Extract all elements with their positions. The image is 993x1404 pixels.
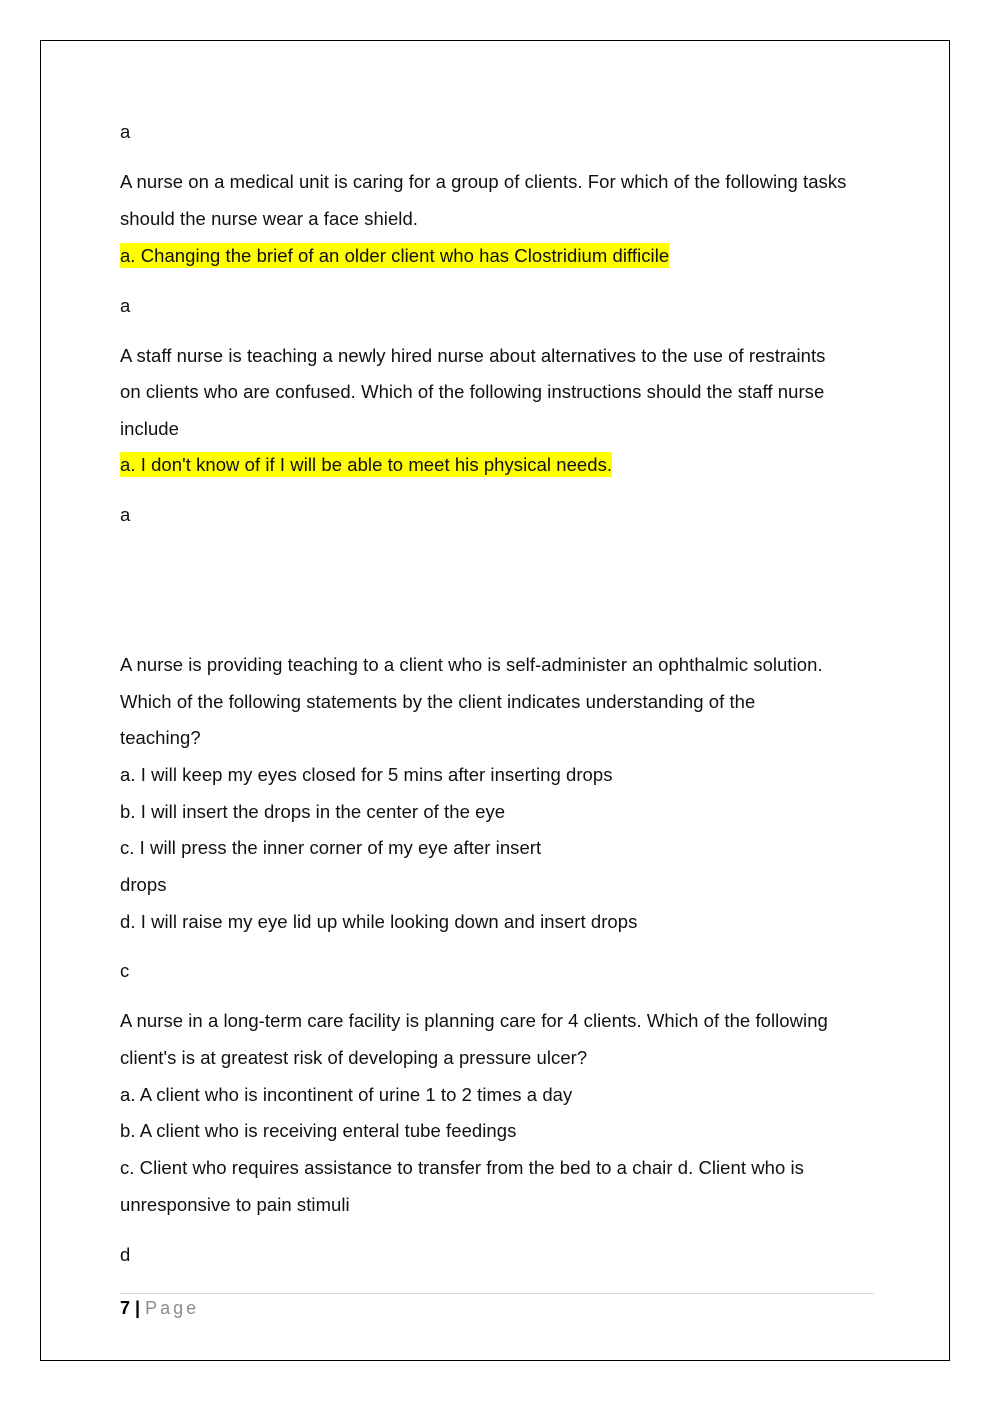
question-4-choice-b: b. A client who is receiving enteral tube feedings [120, 1120, 517, 1141]
question-2-answer: a [120, 504, 131, 525]
question-2-line-1: A staff nurse is teaching a newly hired nurse about alternatives to the use of restraints [120, 345, 826, 366]
question-3-choice-c: c. I will press the inner corner of my eye after insert [120, 837, 542, 858]
highlighted-answer: a. I don't know of if I will be able to meet his physical needs. [120, 454, 613, 475]
question-2-line-3: include [120, 418, 179, 439]
question-1-choice-a [120, 244, 669, 268]
question-3-line-2: Which of the following statements by the client indicates understanding of the [120, 691, 756, 712]
question-1-line-2: should the nurse wear a face shield. [120, 208, 418, 229]
question-4-answer: d [120, 1244, 131, 1265]
highlighted-answer: a. Changing the brief of an older client who has Clostridium difficile [120, 245, 670, 266]
question-4-line-1: A nurse in a long-term care facility is planning care for 4 clients. Which of the following [120, 1010, 828, 1031]
page-label: Page [145, 1298, 200, 1318]
question-2-choice-a [120, 453, 612, 477]
question-3-answer: c [120, 960, 130, 981]
question-3-line-1: A nurse is providing teaching to a client who is self-administer an ophthalmic solution. [120, 654, 823, 675]
question-2-line-2: on clients who are confused. Which of the following instructions should the staff nurse [120, 381, 825, 402]
footer-separator: | [135, 1298, 141, 1318]
page-number: 7 [120, 1298, 131, 1318]
question-4-choice-a: a. A client who is incontinent of urine 1 to 2 times a day [120, 1084, 573, 1105]
question-1-line-1: A nurse on a medical unit is caring for a group of clients. For which of the following tasks [120, 171, 847, 192]
question-1-answer: a [120, 295, 131, 316]
footer-divider [120, 1293, 874, 1294]
answer-letter: a [120, 121, 131, 142]
question-3-choice-a: a. I will keep my eyes closed for 5 mins after inserting drops [120, 764, 613, 785]
question-4-line-2: client's is at greatest risk of developing a pressure ulcer? [120, 1047, 588, 1068]
question-4-choice-d-continued: unresponsive to pain stimuli [120, 1194, 350, 1215]
question-3-choice-d: d. I will raise my eye lid up while looking down and insert drops [120, 911, 638, 932]
page-footer [120, 1296, 199, 1320]
question-3-line-3: teaching? [120, 727, 201, 748]
question-4-choice-c-d: c. Client who requires assistance to transfer from the bed to a chair d. Client who is [120, 1157, 804, 1178]
question-3-choice-b: b. I will insert the drops in the center of the eye [120, 801, 506, 822]
question-3-choice-c-continued: drops [120, 874, 167, 895]
